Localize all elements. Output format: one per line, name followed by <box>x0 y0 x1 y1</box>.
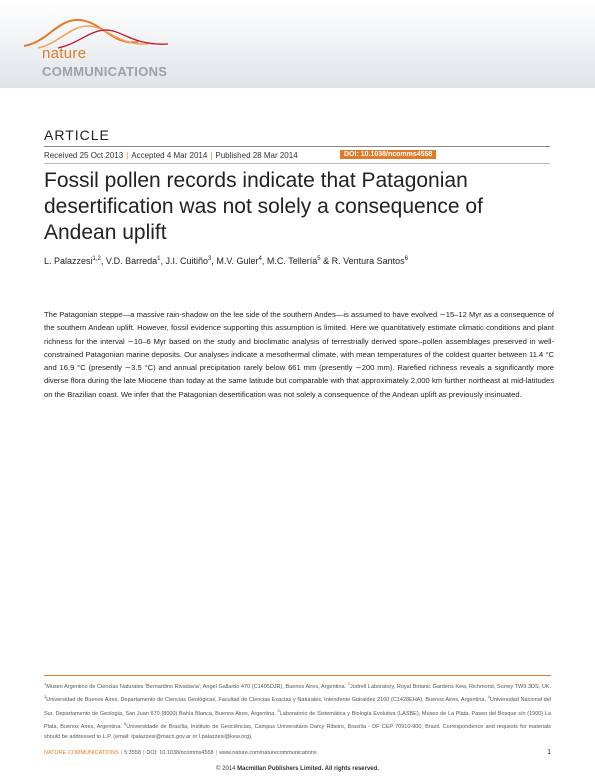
copyright-holder: Macmillan Publishers Limited. All rights reserved. <box>237 766 379 772</box>
footnote-text: Laboratorio de Sistemática y Biología Evolutiva (LASBE), Museo de La Plata, Paseo del Bosque s/n (1900) La Plata, Buenos Aires, Argentina. <box>44 710 552 731</box>
doi-badge[interactable]: DOI: 10.1038/ncomms4558 <box>340 150 436 159</box>
author-affiliation-mark: 5 <box>317 256 321 262</box>
footnote-text: Universidad Nacional del Sur, Departamento de Geología, San Juan 670 (8000) Bahía Blanca, Buenos Aires, Argentina. <box>44 697 551 717</box>
author-affiliation-mark: 1,2 <box>92 256 101 262</box>
footer-doi[interactable]: DOI: 10.1038/ncomms4558 <box>146 750 214 756</box>
author-name[interactable]: R. Ventura Santos <box>331 256 405 266</box>
article-rule-top <box>44 146 550 147</box>
author-name[interactable]: J.I. Cuitiño <box>165 256 208 266</box>
footer-volume: 5:3558 <box>124 750 141 756</box>
footnote-number: 1 <box>44 681 47 686</box>
nature-communications-logo[interactable] <box>18 12 208 82</box>
footnote-text: Universidade de Brasília, Instituto de Geociências, Campus Universitário Darcy Ribeiro, Brasília - DF CEP 70910-900, Brazil. Correspondence and requests for materials should be addressed to L.P. (email: lpalazzesi@macn.gov.ar or l.palazzesi@kew.org). <box>44 724 551 740</box>
article-type-label: ARTICLE <box>44 127 110 143</box>
page-number: 1 <box>547 749 551 756</box>
accepted-date: Accepted 4 Mar 2014 <box>131 151 208 160</box>
footer-url[interactable]: www.nature.com/naturecommunications <box>219 750 317 756</box>
footer-journal: NATURE COMMUNICATIONS <box>44 750 119 756</box>
logo-communications-text: COMMUNICATIONS <box>42 64 168 79</box>
copyright-notice <box>0 766 595 772</box>
article-rule-bottom <box>44 163 550 164</box>
author-separator: , <box>160 256 166 266</box>
affiliations-footnotes <box>44 679 551 742</box>
article-title: Fossil pollen records indicate that Patagonian desertification was not solely a consequence of Andean uplift <box>44 169 483 244</box>
footnote-rule <box>44 675 551 676</box>
author-name[interactable]: M.V. Guler <box>216 256 259 266</box>
author-separator: & <box>320 256 332 266</box>
footnote-number: 2 <box>347 681 350 686</box>
footnote-text: Museo Argentino de Ciencias Naturales 'Bernardino Rivadavia', Angel Gallardo 470 (C1405DJR), Buenos Aires, Argentina. <box>46 683 348 690</box>
footnote-number: 4 <box>487 694 490 700</box>
copyright-prefix: © 2014 <box>216 766 238 772</box>
article-dates: Received 25 Oct 2013 | Accepted 4 Mar 2014 | Published 28 Mar 2014 <box>44 151 298 160</box>
author-affiliation-mark: 3 <box>207 256 212 262</box>
author-name[interactable]: M.C. Tellería <box>266 256 318 266</box>
author-affiliation-mark: 1 <box>157 256 161 262</box>
author-separator: , <box>211 256 217 266</box>
footnote-text: Universidad de Buenos Aires, Departamento de Ciencias Geológicas, Facultad de Ciencias Exactas y Naturales, Intendente Güiraldes 2160 (C1428EHA), Buenos Aires, Argentina. <box>46 697 488 704</box>
author-name[interactable]: V.D. Barreda <box>105 256 158 266</box>
footnote-number: 6 <box>123 721 127 727</box>
author-affiliation-mark: 4 <box>258 256 262 262</box>
author-name[interactable]: L. Palazzesi <box>44 256 93 266</box>
abstract: The Patagonian steppe—a massive rain-shadow on the lee side of the southern Andes—is assumed to have evolved ∼15–12 Myr as a consequence of the southern Andean uplift. However, fossil evidence supporting this assumption is limited. Here we quantitatively estimate climatic conditions and plant richness for the interval ∼10–6 Myr based on the study and bioclimatic analysis of terrestrially derived spore–pollen assemblages preserved in well-constrained Patagonian marine deposits. Our analyses indicate a mesothermal climate, with mean temperatures of the coldest quarter between 11.4 °C and 16.9 °C (presently ∼3.5 °C) and annual precipitation rarely below 661 mm (presently ∼200 mm). Rarefied richness reveals a significantly more diverse flora during the late Miocene than today at the same latitude but comparable with that approximately 2,000 km further northeast at mid-latitudes on the Brazilian coast. We infer that the Patagonian desertification was not solely a consequence of the Andean uplift as previously insinuated. <box>44 310 554 399</box>
page-footer: NATURE COMMUNICATIONS | 5:3558 | DOI: 10.1038/ncomms4558 | www.nature.com/naturecommunications <box>44 750 317 756</box>
journal-header <box>0 0 595 88</box>
published-date: Published 28 Mar 2014 <box>215 151 298 160</box>
author-separator: , <box>261 256 267 266</box>
logo-nature-text: nature <box>42 45 87 62</box>
author-list <box>44 256 554 266</box>
author-affiliation-mark: 6 <box>404 256 408 262</box>
footnote-text: Jodrell Laboratory, Royal Botanic Gardens Kew, Richmond, Surrey TW9 3DS, UK. <box>349 683 552 690</box>
footnote-number: 3 <box>44 694 47 700</box>
author-separator: , <box>100 256 106 266</box>
footnote-number: 5 <box>277 707 280 713</box>
received-date: Received 25 Oct 2013 <box>44 151 124 160</box>
